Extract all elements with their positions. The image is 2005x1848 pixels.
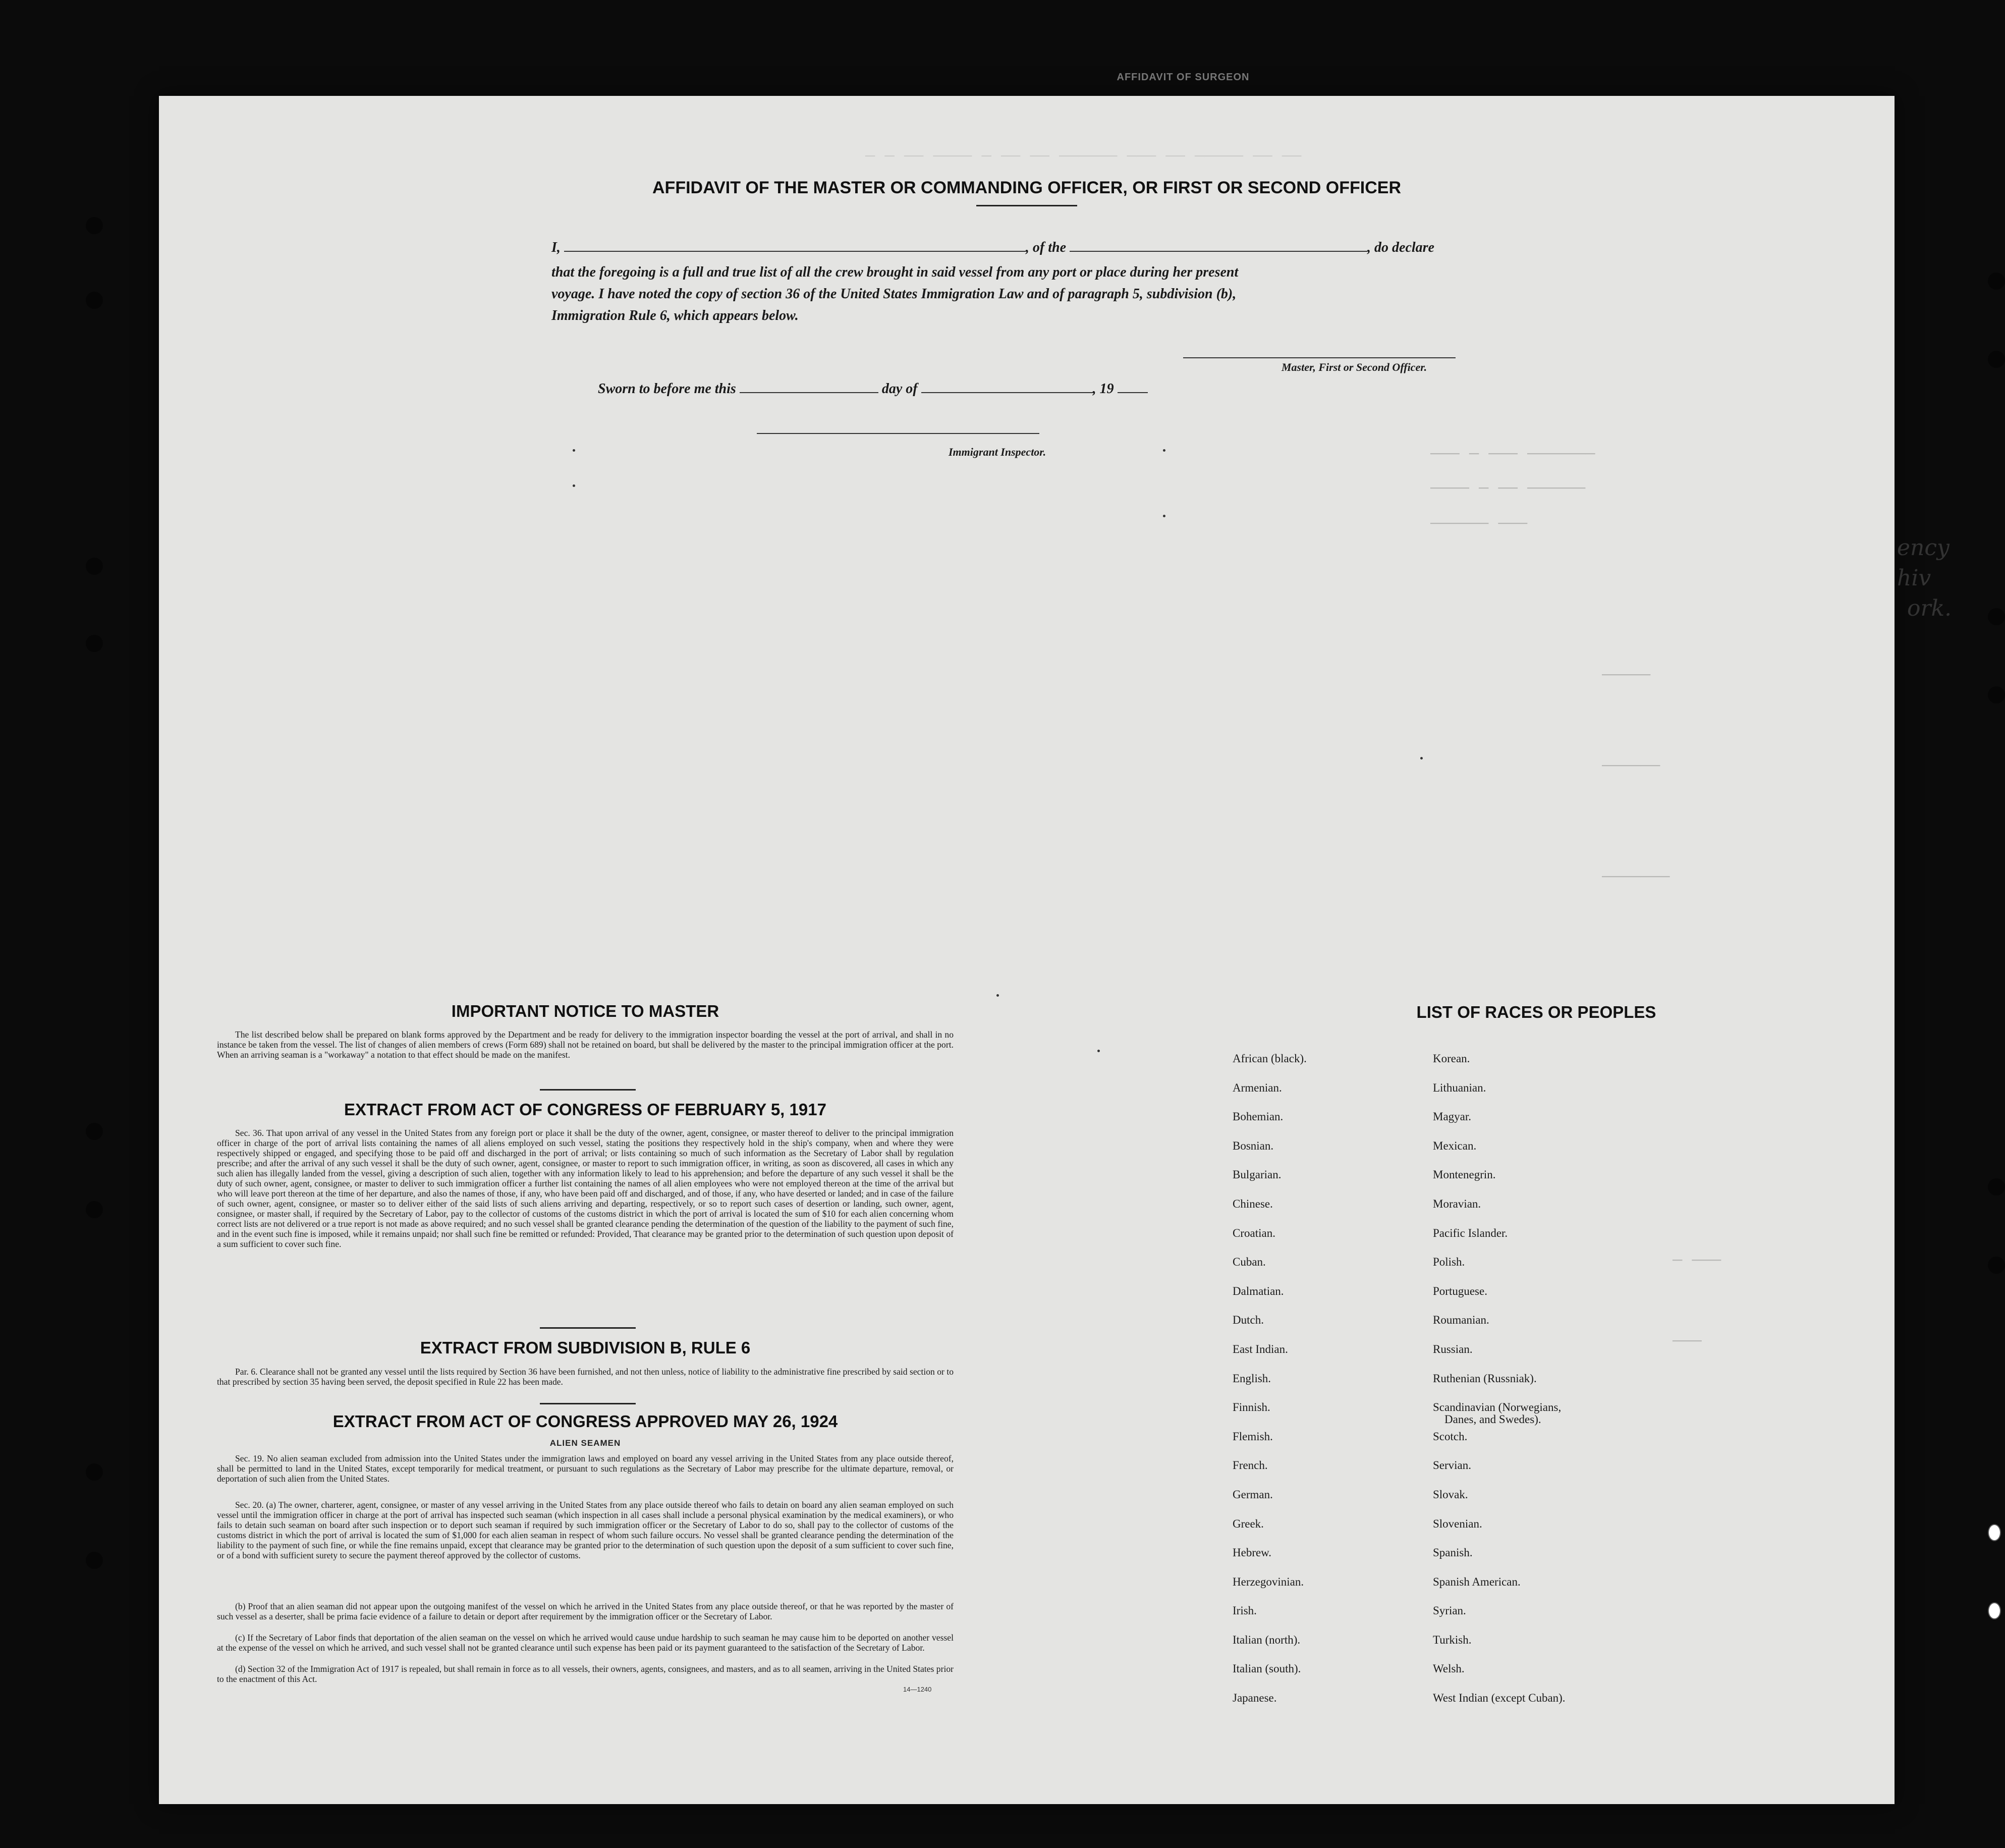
race-item: Russian. (1433, 1342, 1473, 1355)
notice-title: IMPORTANT NOTICE TO MASTER (451, 1002, 719, 1020)
extract-1924-subtitle: ALIEN SEAMEN (549, 1438, 621, 1448)
race-item: Italian (south). (1233, 1662, 1301, 1675)
notice-rule (540, 1089, 636, 1091)
race-item: Lithuanian. (1433, 1081, 1486, 1094)
sec-20a-text: Sec. 20. (a) The owner, charterer, agent, consignee, or master of any vessel arriving in the United States from any place outside thereof who fails to detain on board any alien seaman employed on such vessel until the immigration officer in charge at the port of arrival has inspected such seaman (which inspection in all cases shall include a personal physical examination by the medical examiners), or who fails to detain such seaman on board after such inspection or to deport such seaman if required by such immigration officer or the Secretary of Labor to do so, shall pay to the collector of customs of the customs district in which the port of arrival is located the sum of $1,000 for each alien seaman in respect of whom such failure occurs. No vessel shall be granted clearance pending the determination of the liability to the payment of such fine, or while the fine remains unpaid, except that clearance may be granted prior to the determination of such question upon the deposit of a sum sufficient to cover such fine, or of a bond with sufficient surety to secure the payment thereof approved by the collector of customs. (217, 1500, 954, 1560)
bleed-dot (573, 484, 575, 487)
form-number: 14—1240 (903, 1686, 932, 1693)
inspector-signature-label: Immigrant Inspector. (949, 446, 1046, 458)
races-column-1 (1233, 1053, 1307, 1721)
race-item: Bohemian. (1233, 1110, 1284, 1123)
race-item: Turkish. (1433, 1633, 1472, 1646)
bleed-through-text: ───── (1602, 666, 1651, 685)
extract-1924-title: EXTRACT FROM ACT OF CONGRESS APPROVED MAY 26, 1924 (332, 1412, 838, 1431)
extract-rule6-title: EXTRACT FROM SUBDIVISION B, RULE 6 (420, 1338, 751, 1357)
race-item: German. (1233, 1488, 1273, 1501)
race-item: Greek. (1233, 1517, 1264, 1530)
race-item: Japanese. (1233, 1692, 1277, 1705)
extract-1917-title: EXTRACT FROM ACT OF CONGRESS OF FEBRUARY 5, 1917 (344, 1100, 826, 1119)
binder-hole (86, 558, 103, 575)
race-item: Flemish. (1233, 1430, 1273, 1443)
bleed-dot (1097, 1050, 1100, 1052)
sec-20d-text: (d) Section 32 of the Immigration Act of 1917 is repealed, but shall remain in force as to all vessels, their owners, agents, consignees, and masters, and as to all seamen, arriving in the United States prior to the enactment of this Act. (217, 1664, 954, 1684)
race-item: Armenian. (1233, 1081, 1282, 1094)
bleed-through-text: ────── (1602, 757, 1660, 776)
race-item: Syrian. (1433, 1604, 1466, 1617)
binder-hole (86, 217, 103, 234)
race-item: Spanish American. (1433, 1575, 1521, 1588)
binder-hole (86, 1463, 103, 1481)
affidavit-line-3: voyage. I have noted the copy of section 36 of the United States Immigration Law and of paragraph 5, subdivision (b), (551, 286, 1237, 302)
affidavit-declare-label: , do declare (1367, 240, 1434, 255)
top-strip-title: AFFIDAVIT OF SURGEON (1117, 72, 1250, 83)
notice-text: The list described below shall be prepared on blank forms approved by the Department and be ready for delivery to the immigration inspector boarding the vessel at the port of arrival, and shall in no instance be taken from the vessel. The list of changes of alien members of crews (Form 689) shall not be retained on board, but shall be delivered by the master to the principal immigration officer at the port. When an arriving seaman is a "workaway" a notation to that effect should be made on the manifest. (217, 1029, 954, 1060)
race-item: Bosnian. (1233, 1139, 1274, 1152)
vessel-blank (1070, 240, 1367, 252)
races-col2-list (1433, 1053, 1566, 1721)
binder-hole (86, 292, 103, 309)
race-item: Portuguese. (1433, 1284, 1487, 1297)
race-item: Mexican. (1433, 1139, 1477, 1152)
race-item: Slovak. (1433, 1488, 1468, 1501)
binder-hole (1988, 686, 2005, 703)
sec-20c-text: (c) If the Secretary of Labor finds that deportation of the alien seaman on the vessel on which he arrived would cause undue hardship to such seaman he may cause him to be deported on another vessel at the expense of the vessel on which he arrived, and such vessel shall not be granted clearance until such expense has been paid or its payment guaranteed to the satisfaction of the Secretary of Labor. (217, 1633, 954, 1653)
binder-hole (1988, 1257, 2005, 1274)
race-item: Moravian. (1433, 1197, 1481, 1210)
race-item: Pacific Islander. (1433, 1226, 1508, 1239)
race-item: English. (1233, 1372, 1271, 1385)
binder-hole (1988, 1178, 2005, 1195)
sworn-year: , 19 (1092, 381, 1114, 397)
race-item: Ruthenian (Russniak). (1433, 1372, 1537, 1385)
bleed-through-text: ─────── (1602, 868, 1670, 887)
sworn-day-blank (740, 381, 878, 393)
bleed-dot (573, 449, 575, 452)
race-item: Cuban. (1233, 1256, 1266, 1269)
binder-hole (1988, 351, 2005, 368)
sec-20b-text: (b) Proof that an alien seaman did not appear upon the outgoing manifest of the vessel on which he arrived in the United States from any place outside thereof, or that he was reported by the master of such vessel as a deserter, shall be prima facie evidence of a failure to detain or deport after requirement by the immigration officer or the Secretary of Labor. (217, 1601, 954, 1621)
bleed-dot (996, 994, 999, 997)
bleed-through-text: ─── (1673, 1332, 1702, 1351)
margin-handwriting-3: ork. (1907, 595, 1952, 621)
sworn-month-blank (921, 381, 1093, 393)
binder-hole (86, 1201, 103, 1218)
master-signature-line (1183, 357, 1456, 358)
race-item: French. (1233, 1459, 1268, 1472)
margin-handwriting-2: hiv (1897, 565, 1931, 591)
race-item: Korean. (1433, 1052, 1470, 1065)
binder-hole (86, 1552, 103, 1569)
race-item: Croatian. (1233, 1226, 1275, 1239)
bleed-through-text: ─── ─ ─── ─────── (1430, 445, 1595, 464)
race-item: Herzegovinian. (1233, 1575, 1304, 1588)
affidavit-title: AFFIDAVIT OF THE MASTER OR COMMANDING OFFICER, OR FIRST OR SECOND OFFICER (652, 178, 1401, 197)
extract-rule6-text: Par. 6. Clearance shall not be granted any vessel until the lists required by Section 36 have been furnished, and not then unless, notice of liability to the administrative fine prescribed by said section or to that prescribed by section 35 having been served, the deposit specified in Rule 22 has been made. (217, 1367, 954, 1387)
affidavit-line-1 (551, 240, 1434, 256)
bleed-through-text: ──── ─ ── ────── (1430, 479, 1586, 498)
races-column-2 (1433, 1053, 1566, 1721)
race-item: West Indian (except Cuban). (1433, 1692, 1566, 1705)
binder-hole (86, 1123, 103, 1140)
master-signature-label: Master, First or Second Officer. (1282, 361, 1427, 373)
race-item: Welsh. (1433, 1662, 1465, 1675)
race-item: Finnish. (1233, 1401, 1270, 1414)
bleed-dot (1163, 449, 1165, 452)
sworn-line (598, 381, 1148, 397)
binder-hole (1988, 273, 2005, 290)
affidavit-line-2: that the foregoing is a full and true list of all the crew brought in said vessel from any port or place during her present (551, 264, 1239, 280)
margin-handwriting-1: ency (1897, 535, 1950, 561)
extract-1917-text: Sec. 36. That upon arrival of any vessel in the United States from any foreign port or place it shall be the duty of the owner, agent, consignee, or master thereof to deliver to the principal immigration officer in charge of the port of arrival lists containing the names of all aliens employed on such vessel, stating the positions they respectively hold in the ship's company, when and where they were respectively shipped or engaged, and specifying those to be paid off and discharged in the port of arrival; or lists containing so much of such information as the Secretary of Labor shall by regulation prescribe; and after the arrival of any such vessel it shall be the duty of such owner, agent, consignee, or master to report to such immigration officer, in writing, as soon as discovered, all cases in which any such alien has illegally landed from the vessel, giving a description of such alien, together with any information likely to lead to his apprehension; and before the departure of any such vessel it shall be the duty of such owner, agent, consignee, or master to deliver to such immigration officer a further list containing the names of all alien employees who were not employed thereon at the time of the arrival but who will leave port thereon at the time of her departure, and also the names of those, if any, who have been paid off and discharged, and of those, if any, who have deserted or landed; and in case of the failure of such owner, agent, consignee, or master so to deliver either of the said lists of such aliens arriving and departing, respectively, or so to report such cases of desertion or landing, such owner, agent, consignee, or master shall, if required by the Secretary of Labor, pay to the collector of customs of the customs district in which the port of arrival is located the sum of $10 for each alien concerning whom correct lists are not delivered or a true report is not made as above required; and no such vessel shall be granted clearance pending the determination of the question of the liability to the payment of such fine, and in the event such fine is imposed, while it remains unpaid; nor shall such fine be remitted or refunded: Provided, That clearance may be granted prior to the determination of such question upon deposit of a sum sufficient to cover such fine. (217, 1128, 954, 1249)
race-item: Scandinavian (Norwegians, Danes, and Swedes). (1433, 1401, 1562, 1426)
race-item: African (black). (1233, 1052, 1307, 1065)
extract-1917-rule (540, 1327, 636, 1329)
affidavit-of-the-label: , of the (1025, 240, 1067, 255)
extract-rule6-rule (540, 1403, 636, 1404)
race-item: East Indian. (1233, 1342, 1288, 1355)
bleed-through-text: ────── ─── (1430, 515, 1528, 533)
race-item: Chinese. (1233, 1197, 1273, 1210)
race-item: Dutch. (1233, 1314, 1264, 1327)
document-page (159, 72, 1895, 1804)
race-item: Dalmatian. (1233, 1284, 1284, 1297)
bleed-through-text: ─ ─── (1673, 1252, 1721, 1270)
binder-hole (1988, 1524, 2001, 1541)
race-item: Roumanian. (1433, 1314, 1489, 1327)
name-blank (564, 240, 1026, 252)
race-item: Spanish. (1433, 1546, 1473, 1559)
race-item: Servian. (1433, 1459, 1472, 1472)
race-item: Magyar. (1433, 1110, 1472, 1123)
bleed-dot (1163, 515, 1165, 517)
races-title: LIST OF RACES OR PEOPLES (1416, 1003, 1656, 1021)
race-item: Irish. (1233, 1604, 1257, 1617)
sworn-prefix: Sworn to before me this (598, 381, 736, 397)
bleed-dot (1420, 757, 1423, 759)
race-item: Italian (north). (1233, 1633, 1301, 1646)
race-item: Bulgarian. (1233, 1168, 1282, 1181)
inspector-signature-line (757, 433, 1039, 434)
affidavit-i-label: I, (551, 240, 561, 255)
binder-hole (1988, 608, 2005, 625)
affidavit-title-rule (976, 205, 1077, 206)
race-item: Slovenian. (1433, 1517, 1482, 1530)
sec-19-text: Sec. 19. No alien seaman excluded from admission into the United States under the immigration laws and employed on board any vessel arriving in the United States from any place outside thereof, shall be permitted to land in the United States, except temporarily for medical treatment, or pursuant to such regulations as the Secretary of Labor may prescribe for the ultimate departure, removal, or deportation of such alien from the United States. (217, 1453, 954, 1484)
race-item: Polish. (1433, 1256, 1465, 1269)
binder-hole (86, 635, 103, 652)
race-item: Montenegrin. (1433, 1168, 1496, 1181)
bleed-through-text: ─ ─ ── ──── ─ ── ── ────── ─── ── ───── ── ── (865, 147, 1302, 166)
affidavit-line-4: Immigration Rule 6, which appears below. (551, 308, 799, 323)
races-col1-list (1233, 1053, 1307, 1721)
race-item: Scotch. (1433, 1430, 1468, 1443)
sworn-year-blank (1118, 381, 1148, 393)
sworn-day-of: day of (881, 381, 918, 397)
race-item: Hebrew. (1233, 1546, 1272, 1559)
binder-hole (1988, 1602, 2001, 1619)
